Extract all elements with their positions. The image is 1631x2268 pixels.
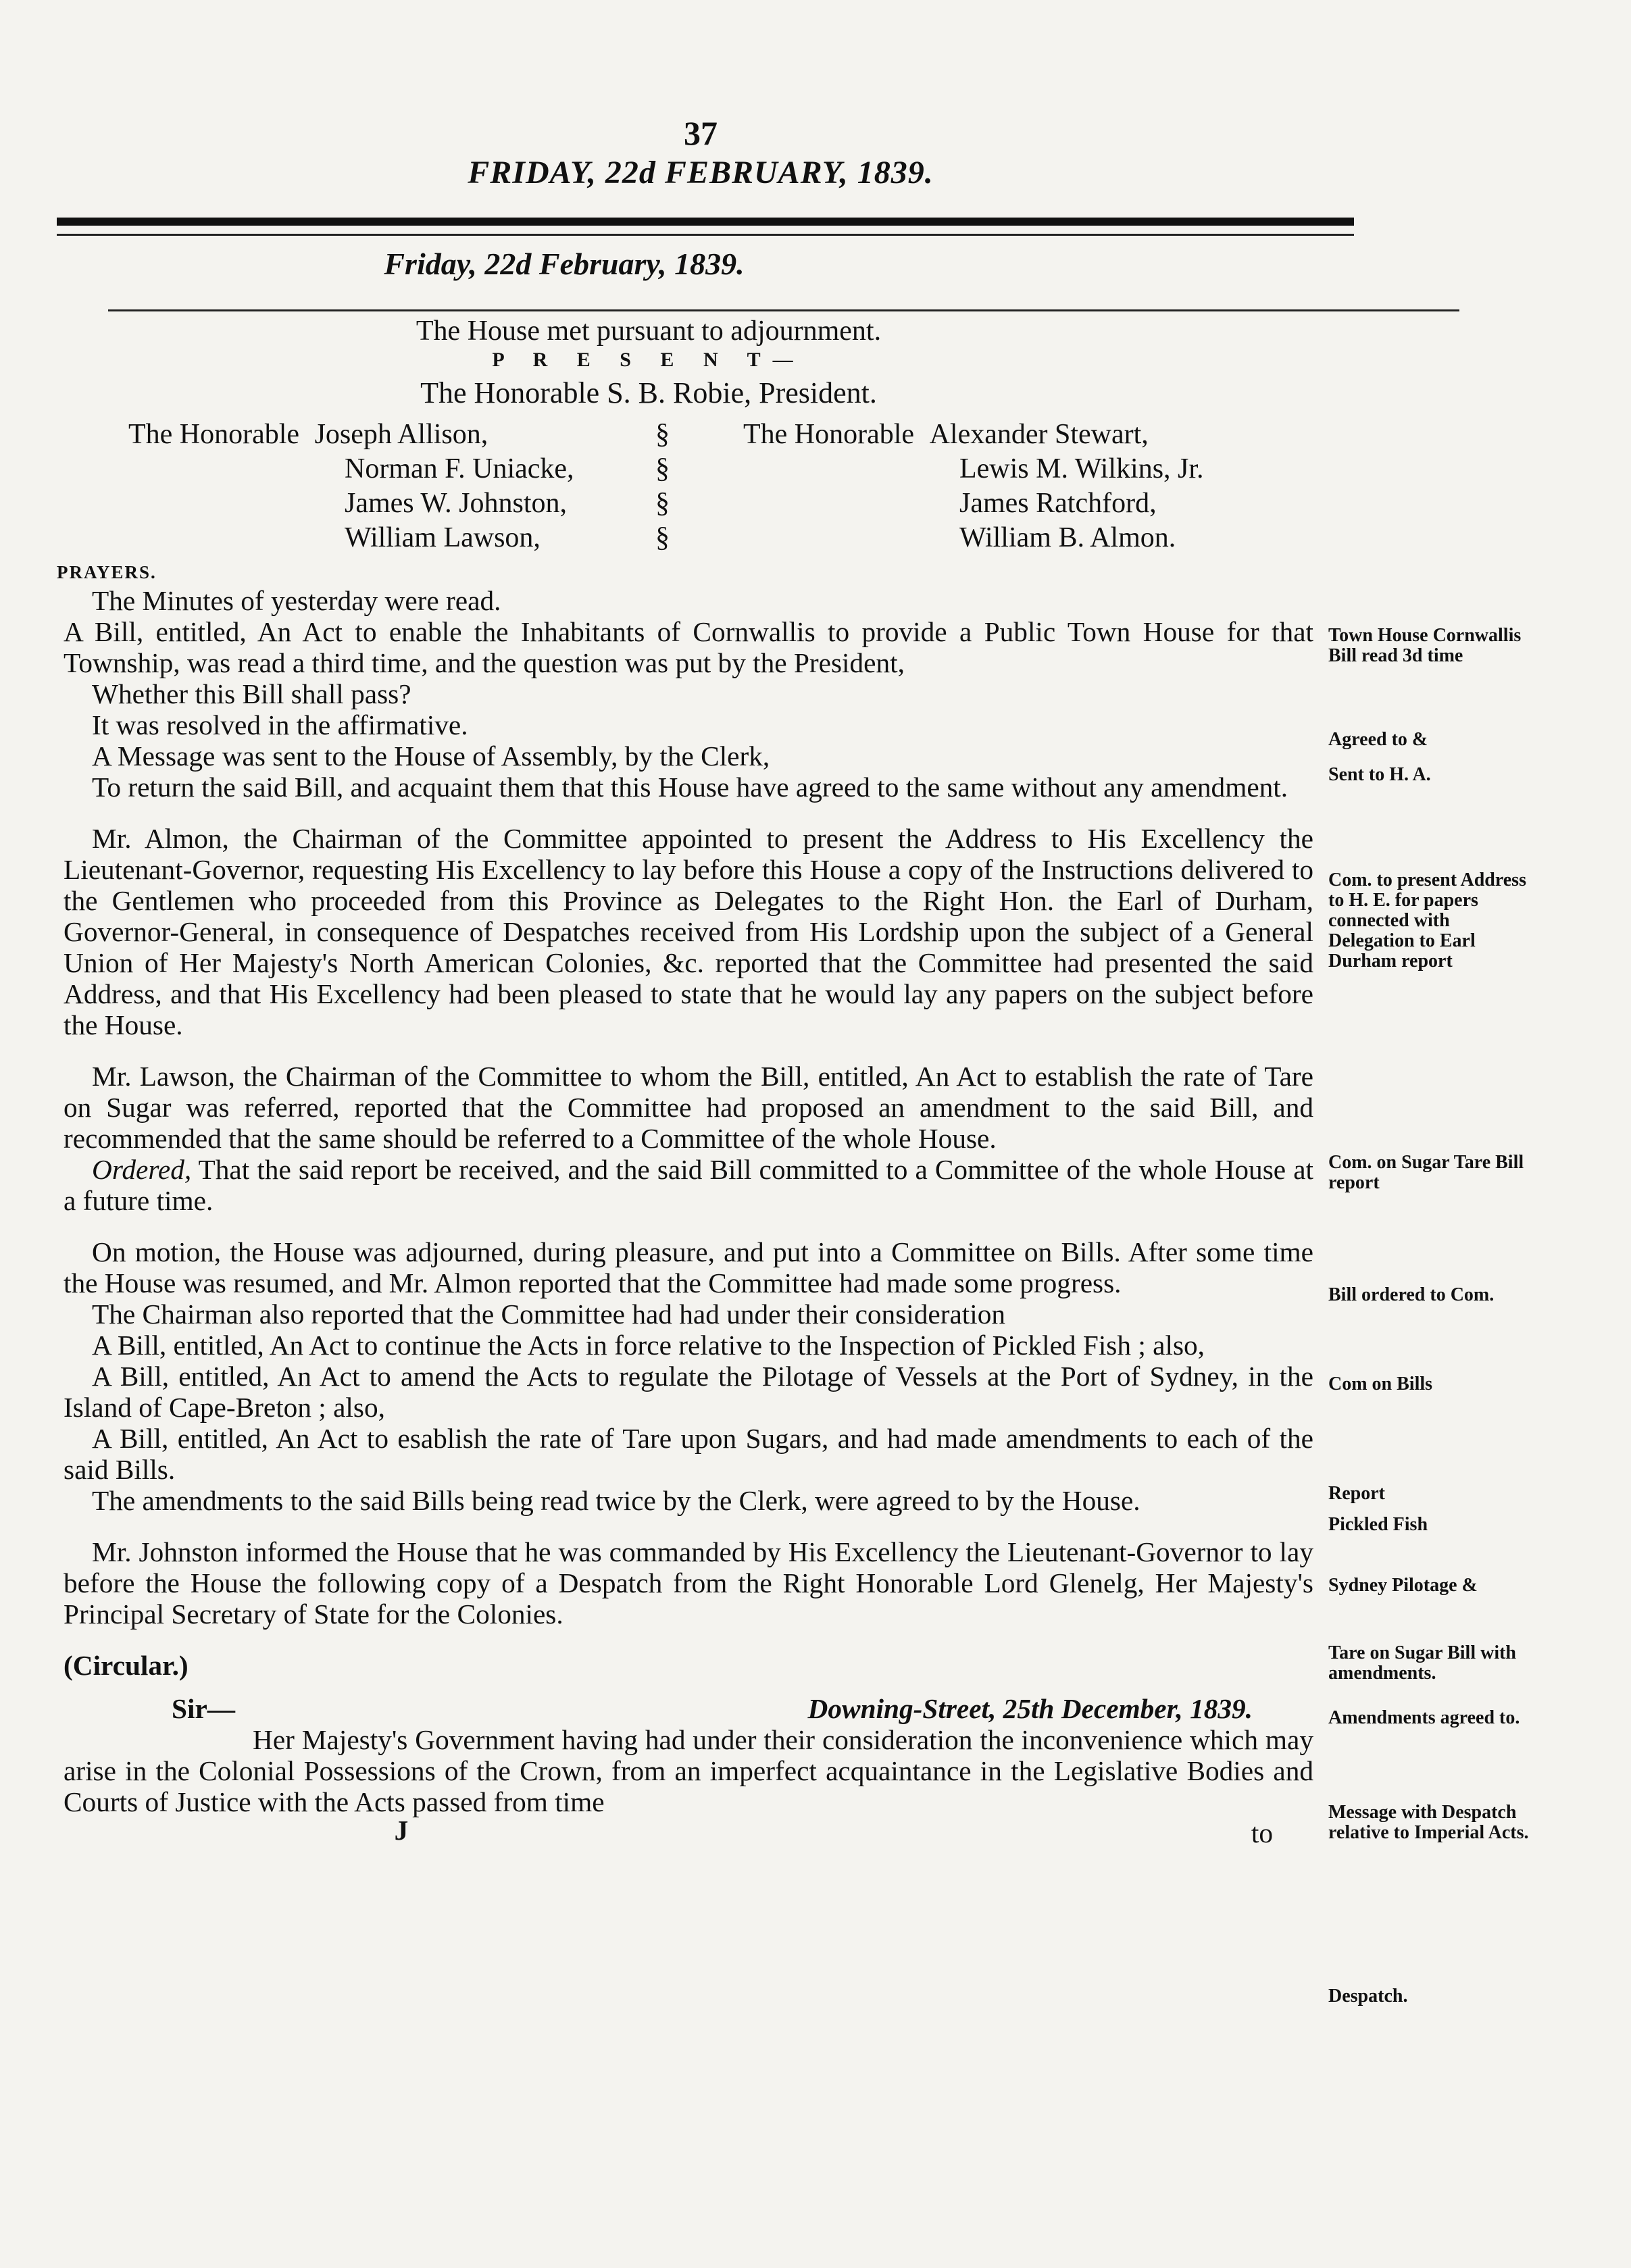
- paragraph: A Bill, entitled, An Act to amend the Acts to regulate the Pilotage of Vessels at the Port of Sydney, in the Island of Cape-Breton ; also,: [64, 1361, 1313, 1423]
- margin-note: Com on Bills: [1328, 1374, 1433, 1394]
- margin-note: Pickled Fish: [1328, 1514, 1428, 1535]
- margin-note: Sent to H. A.: [1328, 764, 1431, 785]
- member-name: Norman F. Uniacke,: [345, 453, 574, 484]
- margin-note: Report: [1328, 1483, 1385, 1504]
- despatch-heading: [64, 1693, 1313, 1724]
- running-head: FRIDAY, 22d FEBRUARY, 1839.: [468, 155, 934, 191]
- paragraph: A Message was sent to the House of Assembly, by the Clerk,: [92, 740, 770, 772]
- margin-note: Com. to present Address to H. E. for papers connected with Delegation to Earl Durham report: [1328, 870, 1526, 972]
- paragraph: Her Majesty's Government having had under their consideration the inconvenience which may arise in the Colonial Possessions of the Crown, from an imperfect acquaintance in the Legislative Bodies and Courts of Justice with the Acts passed from time: [64, 1724, 1313, 1817]
- member-name: William B. Almon.: [959, 522, 1176, 553]
- margin-note: Tare on Sugar Bill with amendments.: [1328, 1642, 1517, 1684]
- paragraph: The amendments to the said Bills being read twice by the Clerk, were agreed to by the House.: [92, 1485, 1140, 1516]
- paragraph: [64, 1154, 1313, 1216]
- paragraph: Mr. Almon, the Chairman of the Committee appointed to present the Address to His Excellency the Lieutenant-Governor, requesting His Excellency to lay before this House a copy of the Instructions delivered to the Gentlemen who proceeded from this Province as Delegates to the Right Hon. the Earl of Durham, Governor-General, in consequence of Despatches received from His Lordship upon the subject of a General Union of Her Majesty's North American Colonies, &c. reported that the Committee had presented the said Address, and that His Excellency had been pleased to state that he would lay any papers on the subject before the House.: [64, 823, 1313, 1040]
- president-line: The Honorable S. B. Robie, President.: [420, 376, 877, 409]
- signature-mark: J: [394, 1815, 409, 1846]
- margin-note: Agreed to &: [1328, 729, 1428, 750]
- member-name: James W. Johnston,: [345, 488, 568, 519]
- ordered-text: That the said report be received, and the said Bill committed to a Committee of the whole House at a future time.: [64, 1154, 1313, 1216]
- paragraph: To return the said Bill, and acquaint them that this House have agreed to the same without any amendment.: [92, 772, 1288, 803]
- dateline: Downing-Street, 25th December, 1839.: [807, 1693, 1253, 1724]
- member-name: Lewis M. Wilkins, Jr.: [959, 453, 1204, 484]
- section-separators: [655, 418, 670, 555]
- margin-note: Town House Cornwallis Bill read 3d time: [1328, 625, 1522, 666]
- member-prefix: The Honorable: [743, 419, 915, 450]
- page-footer: [64, 1817, 1313, 1848]
- minutes-body: [64, 585, 1313, 1848]
- paragraph: A Bill, entitled, An Act to continue the Acts in force relative to the Inspection of Pickled Fish ; also,: [92, 1330, 1205, 1361]
- section-mark: §: [655, 488, 670, 519]
- member-name: Joseph Allison,: [314, 419, 488, 450]
- header-rule-thin: [57, 234, 1354, 236]
- member-name: Alexander Stewart,: [929, 419, 1149, 450]
- paragraph: It was resolved in the affirmative.: [92, 709, 468, 740]
- member-row: [128, 418, 574, 452]
- margin-note: Despatch.: [1328, 1986, 1408, 2007]
- page-number: 37: [684, 114, 718, 152]
- section-mark: §: [655, 453, 670, 484]
- paragraph: The Chairman also reported that the Committee had had under their consideration: [92, 1299, 1006, 1330]
- date-heading: Friday, 22d February, 1839.: [384, 247, 745, 281]
- circular-label: (Circular.): [64, 1650, 189, 1681]
- member-name: William Lawson,: [345, 522, 541, 553]
- paragraph: Mr. Johnston informed the House that he was commanded by His Excellency the Lieutenant-Governor to lay before the House the following copy of a Despatch from the Right Honorable Lord Glenelg, Her Majesty's Principal Secretary of State for the Colonies.: [64, 1536, 1313, 1630]
- section-mark: §: [655, 522, 670, 553]
- meeting-line: The House met pursuant to adjournment.: [416, 316, 882, 347]
- section-mark: §: [655, 419, 670, 450]
- prayers-label: PRAYERS.: [57, 562, 157, 582]
- paragraph: A Bill, entitled, An Act to esablish the rate of Tare upon Sugars, and had made amendments to each of the said Bills.: [64, 1423, 1313, 1485]
- header-rule-thick: [57, 218, 1354, 226]
- catchword: to: [1251, 1817, 1273, 1848]
- margin-note: Amendments agreed to.: [1328, 1707, 1520, 1728]
- paragraph: The Minutes of yesterday were read.: [92, 585, 501, 616]
- member-name: James Ratchford,: [959, 488, 1157, 519]
- salutation: Sir—: [172, 1693, 236, 1724]
- member-prefix: The Honorable: [128, 419, 300, 450]
- paragraph: Whether this Bill shall pass?: [92, 678, 411, 709]
- ordered-word: Ordered,: [92, 1154, 192, 1185]
- margin-note: Bill ordered to Com.: [1328, 1284, 1495, 1305]
- paragraph: Mr. Lawson, the Chairman of the Committee to whom the Bill, entitled, An Act to establish the rate of Tare on Sugar was referred, reported that the Committee had proposed an amendment to the said Bill, and recommended that the same should be referred to a Committee of the whole House.: [64, 1061, 1313, 1154]
- paragraph: On motion, the House was adjourned, during pleasure, and put into a Committee on Bills. After some time the House was resumed, and Mr. Almon reported that the Committee had made some progress.: [64, 1236, 1313, 1299]
- margin-note: Sydney Pilotage &: [1328, 1575, 1478, 1596]
- member-row: [743, 418, 1204, 452]
- margin-note: Message with Despatch relative to Imperial Acts.: [1328, 1802, 1529, 1843]
- present-label: P R E S E N T—: [492, 349, 805, 371]
- paragraph: A Bill, entitled, An Act to enable the Inhabitants of Cornwallis to provide a Public Town House for that Township, was read a third time, and the question was put by the President,: [64, 616, 1313, 678]
- date-rule: [108, 309, 1459, 311]
- members-right: [743, 418, 1204, 555]
- margin-note: Com. on Sugar Tare Bill report: [1328, 1152, 1524, 1193]
- members-left: [128, 418, 574, 555]
